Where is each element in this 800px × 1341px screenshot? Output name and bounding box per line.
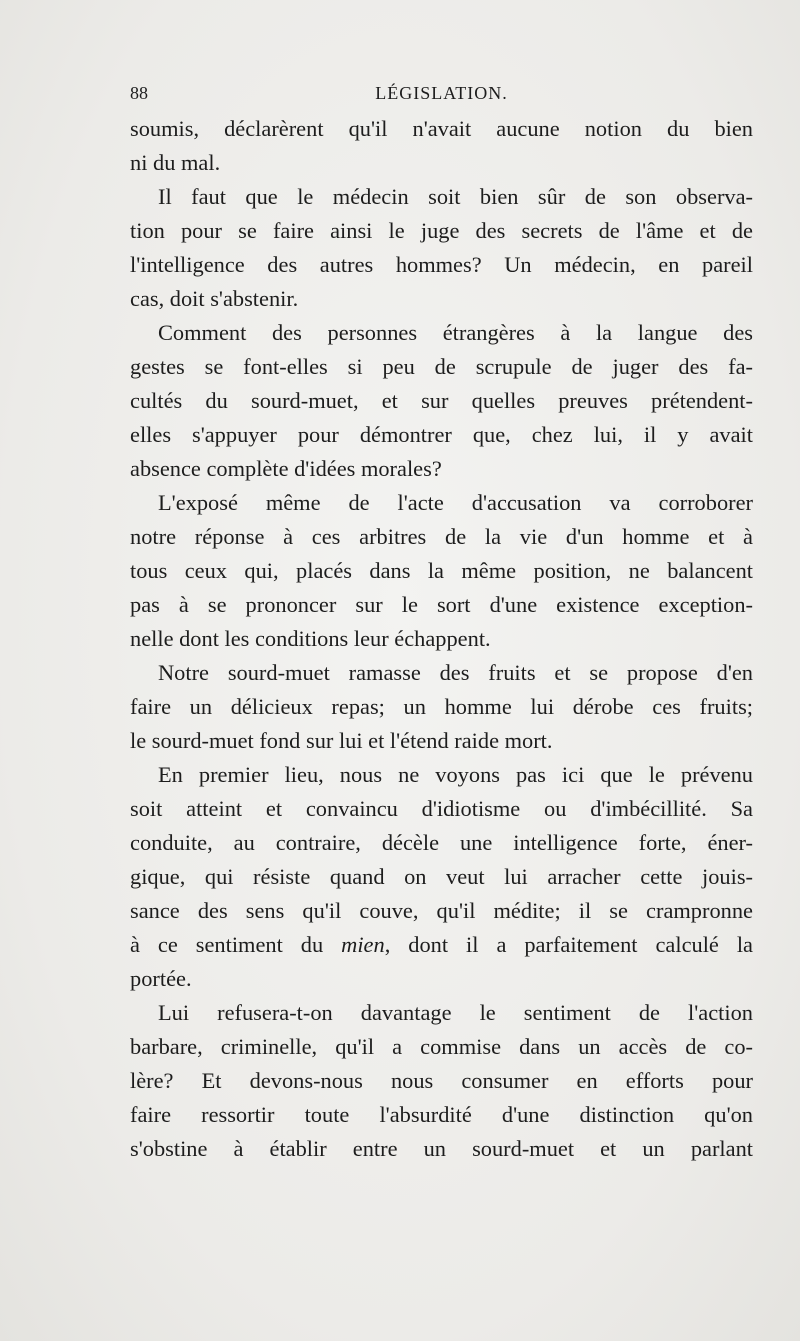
text-segment: , dont il a parfaitement calculé la: [384, 932, 753, 957]
text-line: nelle dont les conditions leur échappent.: [130, 626, 491, 651]
text-line: absence complète d'idées morales?: [130, 456, 442, 481]
text-line: faire ressortir toute l'absurdité d'une distinction qu'on: [130, 1102, 753, 1127]
text-line: le sourd-muet fond sur lui et l'étend raide mort.: [130, 728, 553, 753]
page-header: [130, 83, 753, 107]
text-line: sance des sens qu'il couve, qu'il médite; il se crampronne: [130, 898, 753, 923]
text-line: Comment des personnes étrangères à la langue des: [158, 320, 753, 345]
text-line: gique, qui résiste quand on veut lui arracher cette jouis-: [130, 864, 753, 889]
text-line: barbare, criminelle, qu'il a commise dans un accès de co-: [130, 1034, 753, 1059]
text-line: gestes se font-elles si peu de scrupule de juger des fa-: [130, 354, 753, 379]
text-line: tion pour se faire ainsi le juge des secrets de l'âme et de: [130, 218, 753, 243]
text-line: [130, 928, 753, 962]
text-line: ni du mal.: [130, 150, 221, 175]
body-text: [130, 112, 753, 1166]
text-line: L'exposé même de l'acte d'accusation va corroborer: [158, 490, 753, 515]
text-line: portée.: [130, 966, 192, 991]
text-line: conduite, au contraire, décèle une intelligence forte, éner-: [130, 830, 753, 855]
running-head: LÉGISLATION.: [375, 83, 508, 103]
text-line: l'intelligence des autres hommes? Un médecin, en pareil: [130, 252, 753, 277]
text-line: Il faut que le médecin soit bien sûr de son observa-: [158, 184, 753, 209]
text-segment: à ce sentiment du: [130, 932, 342, 957]
text-line: s'obstine à établir entre un sourd-muet et un parlant: [130, 1136, 753, 1161]
text-line: Lui refusera-t-on davantage le sentiment de l'action: [158, 1000, 753, 1025]
text-line: Notre sourd-muet ramasse des fruits et se propose d'en: [158, 660, 753, 685]
page-number: 88: [130, 83, 148, 103]
text-line: notre réponse à ces arbitres de la vie d'un homme et à: [130, 524, 753, 549]
text-line: soumis, déclarèrent qu'il n'avait aucune notion du bien: [130, 116, 753, 141]
italic-word: mien: [341, 932, 385, 957]
text-line: En premier lieu, nous ne voyons pas ici que le prévenu: [158, 762, 753, 787]
text-line: pas à se prononcer sur le sort d'une existence exception-: [130, 592, 753, 617]
text-line: faire un délicieux repas; un homme lui dérobe ces fruits;: [130, 694, 753, 719]
text-line: lère? Et devons-nous nous consumer en efforts pour: [130, 1068, 753, 1093]
text-line: soit atteint et convaincu d'idiotisme ou d'imbécillité. Sa: [130, 796, 753, 821]
text-line: cultés du sourd-muet, et sur quelles preuves prétendent-: [130, 388, 753, 413]
text-line: cas, doit s'abstenir.: [130, 286, 299, 311]
text-line: tous ceux qui, placés dans la même position, ne balancent: [130, 558, 753, 583]
text-line: elles s'appuyer pour démontrer que, chez lui, il y avait: [130, 422, 753, 447]
